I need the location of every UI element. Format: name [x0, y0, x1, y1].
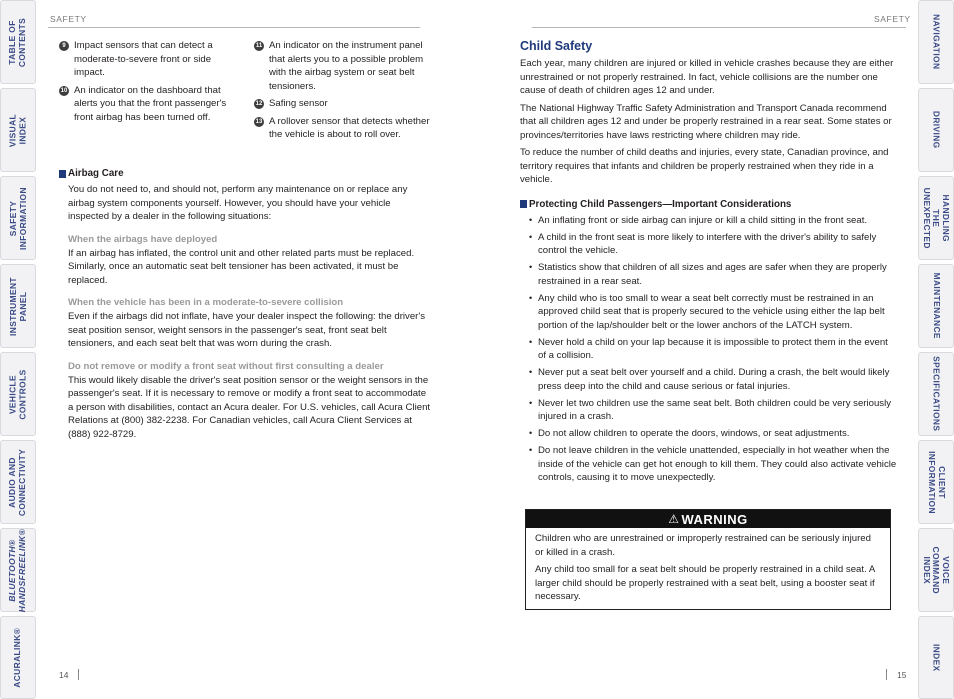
tab-client-information[interactable] [918, 440, 954, 524]
list-item: • Never hold a child on your lap because it is impossible to protect them in the event of a collision. [520, 336, 898, 363]
tab-navigation[interactable] [918, 0, 954, 84]
number-badge: 12 [255, 101, 263, 107]
subsection-text: This would likely disable the driver's seat position sensor or the weight sensors in the passenger's seat. If it is necessary to remove or modify a front seat to accommodate a person with disabilities, contact an Acura dealer. For U.S. vehicles, call Acura Client Relations at (800) 382-2238. For Canadian vehicles, call Acura Client Services at (888) 922-8729. [68, 374, 431, 440]
list-item-text: A rollover sensor that detects whether the vehicle is about to roll over. [269, 115, 430, 140]
tab-label: SAFETY INFORMATION [7, 186, 27, 250]
warning-box [525, 509, 891, 610]
tab-driving[interactable] [918, 88, 954, 172]
airbag-components-list-col1 [59, 39, 229, 128]
tab-acuralink[interactable] [0, 616, 36, 699]
right-header-rule [532, 27, 906, 28]
airbag-care-intro: You do not need to, and should not, perform any maintenance on or replace any airbag system components yourself. However, you should have your vehicle inspected by a dealer in the following situations: [68, 184, 408, 222]
left-header-rule [48, 27, 420, 28]
child-safety-section [520, 39, 898, 488]
tab-label: MAINTENANCE [931, 272, 942, 340]
tab-label: AUDIO AND CONNECTIVITY [7, 448, 27, 516]
tab-bluetooth-handsfreelink[interactable] [0, 528, 36, 612]
airbag-components-list-col2 [254, 39, 430, 146]
tab-label: VISUAL INDEX [7, 113, 27, 147]
list-item-text: Safing sensor [269, 98, 328, 109]
warning-text: Children who are unrestrained or improperly restrained can be seriously injured or killed in a crash. [535, 533, 871, 558]
list-item [254, 39, 430, 93]
number-badge: 13 [255, 118, 263, 125]
tab-vehicle-controls[interactable] [0, 352, 36, 436]
subsection-text: Even if the airbags did not inflate, have your dealer inspect the following: the driver's seat position sensor, weight sensors in the passenger's seat, front seat belt tensioners, and each seat belt that was worn during the crash. [68, 311, 426, 349]
tab-label: SPECIFICATIONS [931, 356, 942, 432]
tab-label: TABLE OF CONTENTS [7, 17, 28, 67]
tab-label: HANDLING THE UNEXPECTED [922, 187, 952, 249]
tab-table-of-contents[interactable] [0, 0, 36, 84]
number-badge: 11 [255, 43, 263, 49]
tab-label: INSTRUMENT PANEL [7, 276, 27, 336]
list-item: • Do not leave children in the vehicle unattended, especially in hot weather when the inside of the vehicle can get hot enough to kill them. They could also activate vehicle controls, causing it to move unexpectedly. [520, 444, 898, 485]
section-title: Airbag Care [68, 168, 124, 179]
paragraph: Each year, many children are injured or killed in vehicle crashes because they are either unrestrained or not properly restrained. In fact, vehicle collisions are the number one cause of death of children ages 12 and under. [520, 58, 894, 96]
list-item: • Do not allow children to operate the doors, windows, or seat adjustments. [520, 427, 898, 441]
tab-specifications[interactable] [918, 352, 954, 436]
tab-label: INDEX [931, 643, 942, 672]
considerations-list [520, 214, 898, 485]
tab-audio-and-connectivity[interactable] [0, 440, 36, 524]
tab-label: ACURALINK® [12, 627, 23, 688]
list-item: • Never put a seat belt over yourself and a child. During a crash, the belt would likely press deep into the child and cause serious or fatal injuries. [520, 366, 898, 393]
number-badge: 10 [60, 87, 68, 94]
tab-label: VOICE COMMAND INDEX [922, 546, 952, 594]
warning-label: WARNING [681, 511, 748, 527]
subsection-text: If an airbag has inflated, the control unit and other related parts must be replaced. Similarly, once an automatic seat belt tensioner has been activated, it must be replaced. [68, 247, 415, 286]
section-marker-icon [520, 200, 527, 208]
warning-text: Any child too small for a seat belt should be properly restrained in a child seat. A larger child should be properly restrained with a seat belt, using a booster seat if necessary. [535, 564, 875, 602]
warning-header [526, 510, 890, 528]
right-page-number: 15 [897, 670, 907, 680]
list-item [254, 115, 430, 142]
list-item [59, 39, 229, 80]
list-item: • Any child who is too small to wear a seat belt correctly must be restrained in an approved child seat that is properly secured to the vehicle using either the lap belt portion of the lap/shoulder belt or the lower anchors of the LATCH system. [520, 292, 898, 333]
left-chapter-tabs [0, 0, 36, 699]
list-item [254, 97, 430, 111]
tab-label: NAVIGATION [931, 14, 942, 70]
tab-instrument-panel[interactable] [0, 264, 36, 348]
list-item-text: An indicator on the instrument panel that alerts you to a possible problem with the airbag system or seat belt tensioners. [269, 40, 424, 92]
tab-maintenance[interactable] [918, 264, 954, 348]
right-page-header: SAFETY [874, 14, 911, 24]
list-item: • Statistics show that children of all sizes and ages are safer when they are properly restrained in a rear seat. [520, 261, 898, 288]
left-page-header: SAFETY [50, 14, 87, 24]
tab-handling-the-unexpected[interactable] [918, 176, 954, 260]
tab-label: DRIVING [931, 111, 942, 149]
number-badge: 9 [59, 41, 69, 51]
subsection-heading: When the vehicle has been in a moderate-to-severe collision [68, 297, 344, 308]
list-item-text: Impact sensors that can detect a moderate-to-severe front or side impact. [74, 40, 213, 78]
section-marker-icon [59, 170, 66, 178]
paragraph: To reduce the number of child deaths and injuries, every state, Canadian province, and territory requires that infants and children be properly restrained when they ride in a vehicle. [520, 147, 889, 185]
subsection-heading: When the airbags have deployed [68, 233, 218, 245]
tab-safety-information[interactable] [0, 176, 36, 260]
tab-visual-index[interactable] [0, 88, 36, 172]
right-chapter-tabs [918, 0, 954, 699]
section-title: Protecting Child Passengers—Important Considerations [529, 198, 792, 210]
section-heading [520, 199, 898, 210]
list-item: • An inflating front or side airbag can injure or kill a child sitting in the front seat. [520, 214, 898, 228]
airbag-care-section [59, 168, 431, 441]
tab-voice-command-index[interactable] [918, 528, 954, 612]
tab-index[interactable] [918, 616, 954, 699]
page-number-divider [78, 669, 79, 680]
section-heading [59, 168, 431, 179]
list-item-text: An indicator on the dashboard that alerts you that the front passenger's front airbag has been turned off. [74, 84, 227, 123]
page-title: Child Safety [520, 39, 593, 53]
paragraph: The National Highway Traffic Safety Administration and Transport Canada recommend that all children ages 12 and under be properly restrained in a rear seat. Some states or provinces/territories have laws restricting where children may ride. [520, 102, 892, 141]
list-item: • Never let two children use the same seat belt. Both children could be very seriously injured in a crash. [520, 397, 898, 424]
subsection-heading: Do not remove or modify a front seat without first consulting a dealer [68, 360, 384, 372]
tab-label: VEHICLE CONTROLS [7, 368, 28, 420]
warning-triangle-icon: ⚠ [668, 512, 680, 526]
tab-label: BLUETOOTH® HANDSFREELINK® [7, 528, 27, 612]
page-number-divider [886, 669, 887, 680]
list-item: • A child in the front seat is more likely to interfere with the driver's ability to safely control the vehicle. [520, 231, 898, 258]
tab-label: CLIENT INFORMATION [927, 450, 947, 514]
list-item [59, 84, 229, 125]
left-page-number: 14 [59, 670, 69, 680]
